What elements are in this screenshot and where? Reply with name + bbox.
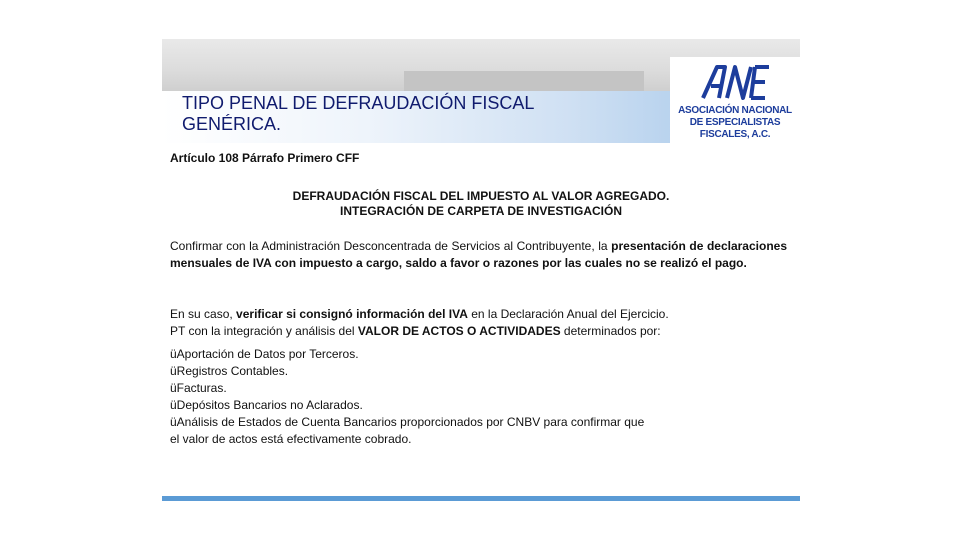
logo-text-line3: FISCALES, A.C. [699, 129, 771, 140]
paragraph-verify-line2 [170, 323, 787, 340]
logo-text-line2: DE ESPECIALISTAS [689, 117, 781, 128]
slide-title [182, 93, 534, 135]
list-item: üDepósitos Bancarios no Aclarados. [170, 398, 363, 412]
verify-text-c: PT con la integración y análisis del [170, 324, 358, 338]
list-item: üAportación de Datos por Terceros. [170, 347, 359, 361]
slide-title-line2: GENÉRICA. [182, 114, 282, 134]
section-heading-line2: INTEGRACIÓN DE CARPETA DE INVESTIGACIÓN [339, 204, 623, 218]
list-item: üAnálisis de Estados de Cuenta Bancarios proporcionados por CNBV para confirmar que [170, 415, 645, 429]
paragraph-verify [170, 306, 787, 340]
list-item: üFacturas. [170, 381, 227, 395]
section-heading-line1: DEFRAUDACIÓN FISCAL DEL IMPUESTO AL VALOR AGREGADO. [292, 189, 670, 203]
slide-title-line1: TIPO PENAL DE DEFRAUDACIÓN FISCAL [182, 93, 535, 113]
logo-text [670, 105, 800, 141]
determination-list [170, 346, 790, 448]
article-reference: Artículo 108 Párrafo Primero CFF [170, 151, 360, 165]
paragraph-confirm-text: Confirmar con la Administración Desconcentrada de Servicios al Contribuyente, la [170, 239, 612, 253]
paragraph-verify-line1 [170, 306, 787, 323]
footer-bar [162, 496, 800, 501]
verify-bold-b: VALOR DE ACTOS O ACTIVIDADES [357, 324, 561, 338]
list-item: el valor de actos está efectivamente cobrado. [170, 432, 412, 446]
slide [162, 39, 800, 501]
list-item: üRegistros Contables. [170, 364, 289, 378]
section-heading [162, 189, 800, 219]
ane-logo-icon [697, 62, 773, 102]
paragraph-confirm [170, 238, 787, 272]
verify-text-d: determinados por: [560, 324, 661, 338]
logo [670, 57, 800, 145]
header-band-step [404, 71, 644, 91]
logo-text-line1: ASOCIACIÓN NACIONAL [678, 105, 792, 116]
verify-text-a: En su caso, [170, 307, 237, 321]
verify-text-b: en la Declaración Anual del Ejercicio. [467, 307, 669, 321]
verify-bold-a: verificar si consignó información del IVA [236, 307, 468, 321]
paragraph-confirm-bold: presentación de declaraciones mensuales de IVA con impuesto a cargo, saldo a favor o razones por las cuales no se realizó el pago. [170, 239, 787, 270]
